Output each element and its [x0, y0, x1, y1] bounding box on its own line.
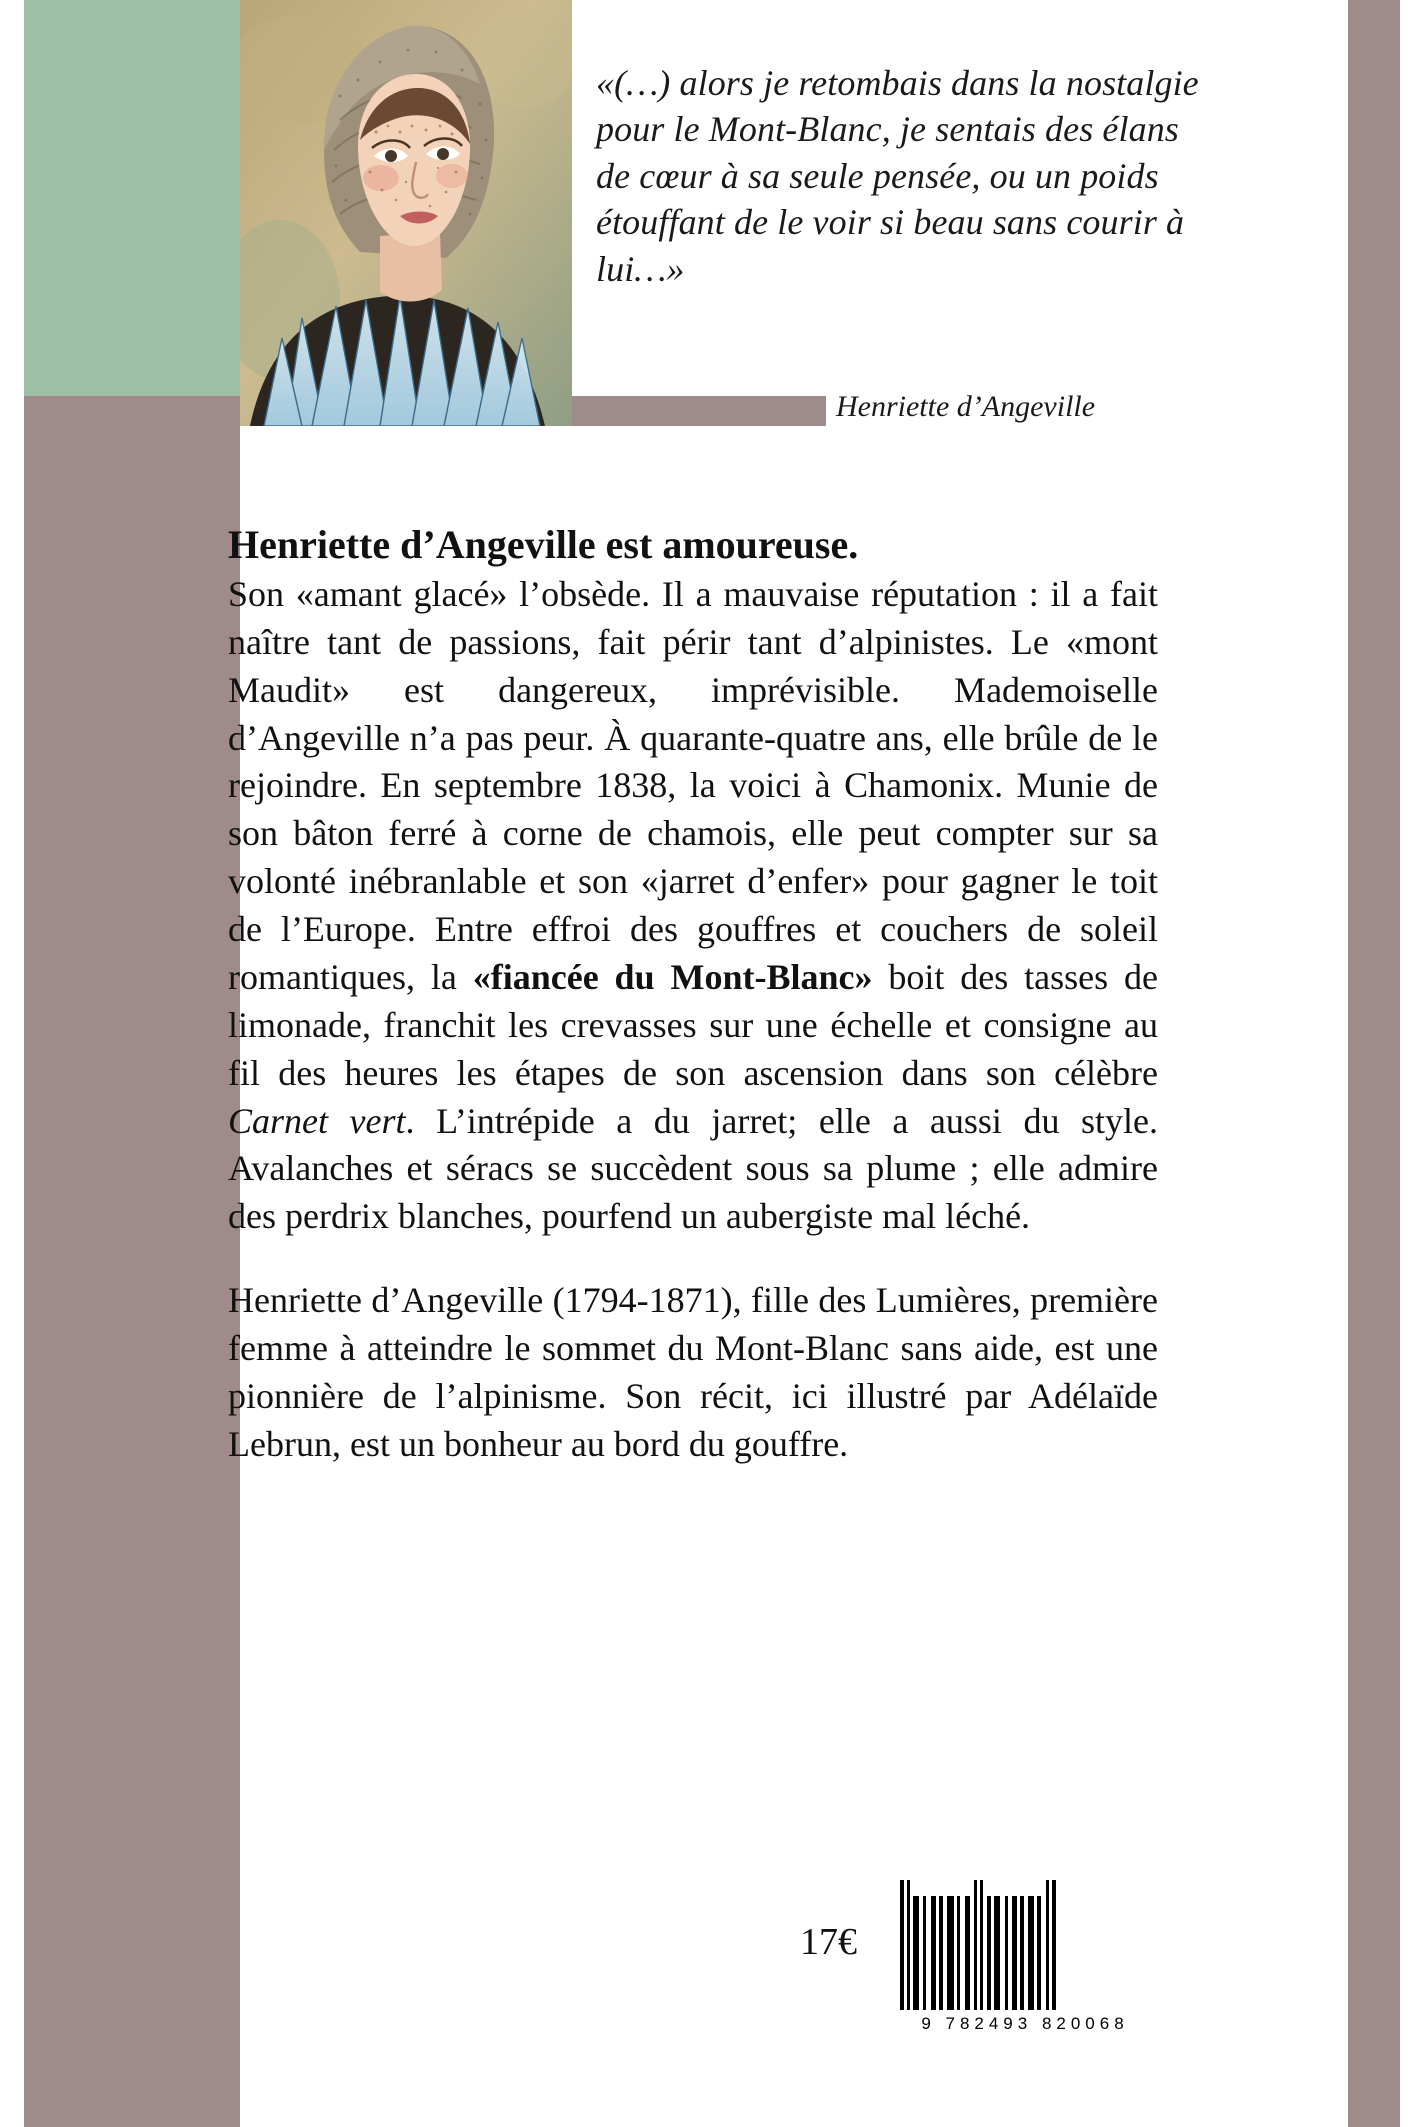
blurb-p1-part3: . L’intrépide a du jarret; elle a aussi du style. Avalanches et séracs se succèdent sous sa plume ; elle admire des perdrix blanches, pourfend un aubergiste mal léché. — [228, 1100, 1158, 1237]
right-mauve-spine-panel — [1348, 0, 1400, 2127]
left-mauve-panel — [24, 396, 240, 2127]
blurb-paragraph-1 — [228, 520, 1158, 1241]
blurb-p1-part2: boit des tasses de limonade, franchit les crevasses sur une échelle et consigne au fil des heures les étapes de son ascension dans son célèbre — [228, 956, 1158, 1093]
pull-quote — [596, 60, 1216, 292]
barcode-bars — [900, 1880, 1150, 2010]
blurb-paragraph-2: Henriette d’Angeville (1794-1871), fille des Lumières, première femme à atteindre le sommet du Mont-Blanc sans aide, est une pionnière de l’alpinisme. Son récit, ici illustré par Adélaïde Lebrun, est un bonheur au bord du gouffre. — [228, 1280, 1158, 1464]
blurb-lede: Henriette d’Angeville est amoureuse. — [228, 522, 859, 567]
portrait-illustration — [240, 0, 572, 426]
blurb-column — [228, 520, 1158, 1469]
blurb-p1-bold: «fiancée du Mont-Blanc» — [472, 956, 873, 997]
barcode — [900, 1880, 1150, 2050]
blurb-p1-italic: Carnet vert — [228, 1100, 406, 1141]
pull-quote-text: «(…) alors je retombais dans la nostalgie pour le Mont-Blanc, je sentais des élans de cœur à sa seule pensée, ou un poids étouffant de le voir si beau sans courir à lui…» — [596, 63, 1199, 289]
price-label: 17€ — [800, 1921, 857, 1963]
barcode-digits: 9 782493 820068 — [921, 2014, 1129, 2033]
left-green-panel — [24, 0, 240, 415]
blurb-p1-part1: Son «amant glacé» l’obsède. Il a mauvaise réputation : il a fait naître tant de passions, fait périr tant d’alpinistes. Le «mont Maudit» est dangereux, imprévisible. Mademoiselle d’Angeville n’a pas peur. À quarante-quatre ans, elle brûle de le rejoindre. En septembre 1838, la voici à Chamonix. Munie de son bâton ferré à corne de chamois, elle peut compter sur sa volonté inébranlable et son «jarret d’enfer» pour gagner le toit de l’Europe. Entre effroi des gouffres et couchers de soleil romantiques, la — [228, 573, 1158, 997]
right-white-edge — [1400, 0, 1424, 2127]
pull-quote-attribution: Henriette d’Angeville — [836, 390, 1096, 423]
